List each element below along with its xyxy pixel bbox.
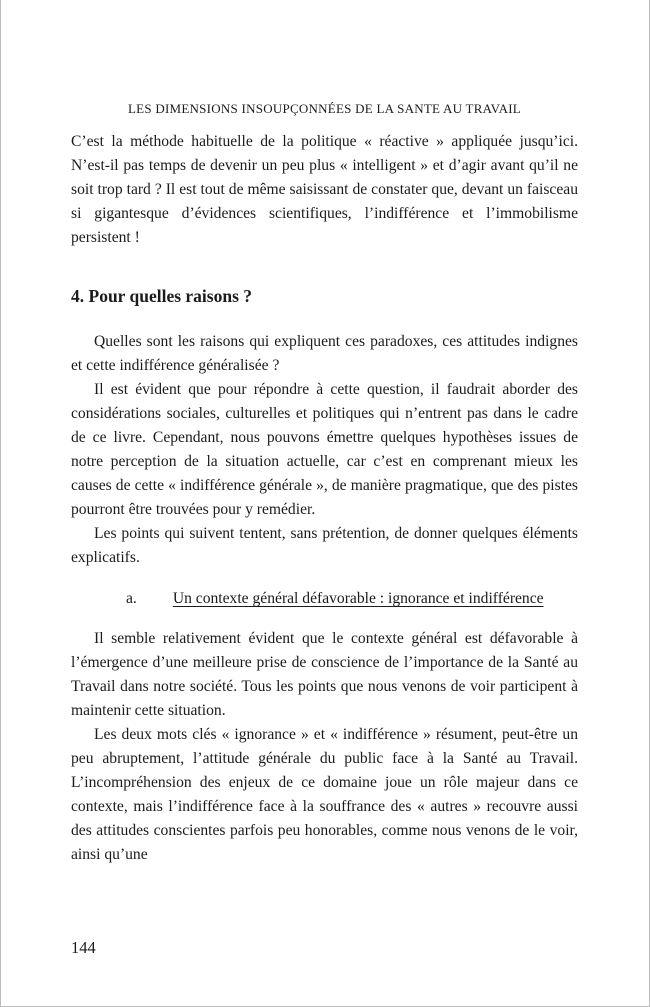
paragraph: Les points qui suivent tentent, sans prétention, de donner quelques éléments explicatifs. [71, 525, 578, 566]
page-content [1, 0, 649, 867]
subsection-marker: a. [126, 590, 137, 607]
paragraph: Quelles sont les raisons qui expliquent ces paradoxes, ces attitudes indignes et cette indifférence généralisée ? [71, 333, 578, 374]
section-heading: 4. Pour quelles raisons ? [71, 286, 253, 306]
paragraph: Il est évident que pour répondre à cette question, il faudrait aborder des considérations sociales, culturelles et politiques qui n’entrent pas dans le cadre de ce livre. Cependant, nous pouvons émettre quelques hypothèses issues de notre perception de la situation actuelle, car c’est en comprenant mieux les causes de cette « indifférence générale », de manière pragmatique, que des pistes pourront être trouvées pour y remédier. [71, 381, 578, 518]
paragraph-intro: C’est la méthode habituelle de la politique « réactive » appliquée jusqu’ici. N’est-il pas temps de devenir un peu plus « intelligent » et d’agir avant qu’il ne soit trop tard ? Il est tout de même saisissant de constater que, devant un faisceau si gigantesque d’évidences scientifiques, l’indifférence et l’immobilisme persistent ! [71, 133, 578, 246]
subsection-title: Un contexte général défavorable : ignorance et indifférence [172, 590, 544, 607]
running-header: LES DIMENSIONS INSOUPÇONNÉES DE LA SANTE AU TRAVAIL [127, 101, 522, 116]
paragraph: Les deux mots clés « ignorance » et « indifférence » résument, peut-être un peu abruptement, l’attitude générale du public face à la Santé au Travail. L’incompréhension des enjeux de ce domaine joue un rôle majeur dans ce contexte, mais l’indifférence face à la souffrance des « autres » recouvre aussi des attitudes conscientes parfois peu honorables, comme nous venons de le voir, ainsi qu’une [71, 726, 578, 863]
subsection-heading [126, 586, 578, 611]
page-number: 144 [71, 938, 96, 957]
paragraph: Il semble relativement évident que le contexte général est défavorable à l’émergence d’une meilleure prise de conscience de l’importance de la Santé au Travail dans notre société. Tous les points que nous venons de voir participent à maintenir cette situation. [71, 630, 578, 719]
